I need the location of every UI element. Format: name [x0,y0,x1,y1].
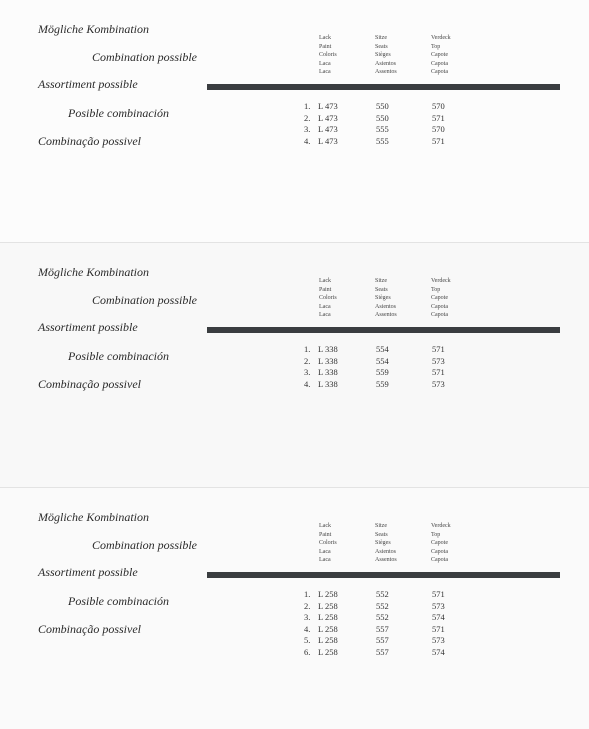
paint-column-header [319,522,337,565]
row-number: 2. [304,355,311,366]
column-header-word: Verdeck [431,278,451,284]
combination-heading: Assortiment possible [38,565,138,579]
seat-code: 557 [376,623,389,634]
top-column-header [431,277,451,320]
seat-code: 550 [376,101,389,111]
divider-bar [207,327,560,333]
top-code: 570 [432,101,445,111]
paint-code: L 473 [318,124,338,134]
column-header-word: Seats [375,43,388,50]
column-header-word: Lack [319,35,331,41]
top-code: 571 [432,367,445,377]
column-header-word: Asientos [375,548,396,555]
paint-code: L 258 [318,623,338,634]
column-header-word: Assentos [375,312,397,318]
paint-code: L 473 [318,135,338,146]
combination-heading: Mögliche Kombination [38,22,149,36]
column-header-word: Asientos [375,303,396,310]
column-header-word: Seats [375,286,388,293]
top-code: 574 [432,612,445,622]
row-number: 1. [304,589,311,599]
seat-code: 554 [376,355,389,366]
combination-heading: Combinação possivel [38,377,141,391]
paint-code: L 338 [318,355,338,366]
combination-heading: Mögliche Kombination [38,510,149,524]
column-header-word: Laca [319,548,331,555]
column-header-word: Asientos [375,60,396,67]
seat-code: 557 [376,646,389,657]
combination-panel [0,242,589,488]
column-header-word: Paint [319,531,332,538]
top-code: 570 [432,124,445,134]
column-header-word: Capote [431,295,448,301]
combination-heading: Combination possible [92,293,198,307]
top-code: 571 [432,589,445,599]
row-number: 6. [304,646,311,657]
seat-code: 552 [376,600,389,611]
top-code: 574 [432,646,445,657]
column-header-word: Assentos [375,69,397,75]
column-header-word: Laca [319,557,331,563]
column-header-word: Capota [431,557,448,563]
column-header-word: Paint [319,43,332,50]
combination-heading: Mögliche Kombination [38,265,149,279]
paint-code: L 338 [318,367,338,377]
row-number: 1. [304,101,311,111]
combination-heading: Posible combinación [68,594,169,608]
seat-code: 550 [376,112,389,123]
column-header-word: Coloris [319,295,337,301]
seats-column-header [375,34,397,77]
row-number: 4. [304,623,311,634]
column-header-word: Sièges [375,295,391,301]
paint-code: L 338 [318,344,338,354]
combination-heading: Combination possible [92,50,198,64]
column-header-word: Sitze [375,278,387,284]
top-code: 573 [432,600,445,611]
seat-code: 555 [376,135,389,146]
column-header-word: Seats [375,531,388,538]
seat-code: 554 [376,344,389,354]
column-header-word: Top [431,286,441,293]
column-header-word: Laca [319,312,331,318]
top-code: 571 [432,623,445,634]
paint-code: L 258 [318,589,338,599]
column-header-word: Paint [319,286,332,293]
combination-heading: Posible combinación [68,106,169,120]
column-header-word: Capota [431,303,448,310]
seat-code: 559 [376,378,389,389]
top-column-header [431,522,451,565]
column-header-word: Laca [319,303,331,310]
column-header-word: Capota [431,548,448,555]
row-number: 1. [304,344,311,354]
paint-code: L 258 [318,635,338,645]
row-number: 5. [304,635,311,645]
seats-column-header [375,277,397,320]
seat-code: 552 [376,612,389,622]
row-number: 3. [304,612,311,622]
top-code: 571 [432,135,445,146]
column-header-word: Capota [431,69,448,75]
row-number: 3. [304,367,311,377]
combination-heading: Combinação possivel [38,622,141,636]
seat-code: 555 [376,124,389,134]
column-header-word: Assentos [375,557,397,563]
column-header-word: Verdeck [431,523,451,529]
column-header-word: Lack [319,523,331,529]
top-code: 573 [432,355,445,366]
row-number: 2. [304,600,311,611]
top-code: 573 [432,635,445,645]
column-header-word: Coloris [319,52,337,58]
paint-column-header [319,277,337,320]
column-header-word: Top [431,531,441,538]
seats-column-header [375,522,397,565]
paint-code: L 473 [318,112,338,123]
column-header-word: Laca [319,60,331,67]
top-code: 571 [432,344,445,354]
combination-heading: Posible combinación [68,349,169,363]
column-header-word: Sitze [375,35,387,41]
column-header-word: Sièges [375,540,391,546]
row-number: 3. [304,124,311,134]
paint-code: L 258 [318,612,338,622]
column-header-word: Sitze [375,523,387,529]
combination-heading: Combination possible [92,538,198,552]
column-header-word: Laca [319,69,331,75]
top-code: 571 [432,112,445,123]
column-header-word: Coloris [319,540,337,546]
top-column-header [431,34,451,77]
seat-code: 559 [376,367,389,377]
paint-code: L 338 [318,378,338,389]
paint-code: L 258 [318,646,338,657]
column-header-word: Top [431,43,441,50]
row-number: 4. [304,135,311,146]
column-header-word: Capote [431,52,448,58]
column-header-word: Verdeck [431,35,451,41]
combination-heading: Assortiment possible [38,320,138,334]
divider-bar [207,572,560,578]
column-header-word: Sièges [375,52,391,58]
combination-heading: Assortiment possible [38,77,138,91]
combination-panel [0,487,589,729]
row-number: 2. [304,112,311,123]
column-header-word: Capote [431,540,448,546]
seat-code: 552 [376,589,389,599]
paint-code: L 473 [318,101,338,111]
paint-column-header [319,34,337,77]
row-number: 4. [304,378,311,389]
divider-bar [207,84,560,90]
combination-heading: Combinação possivel [38,134,141,148]
column-header-word: Capota [431,60,448,67]
paint-code: L 258 [318,600,338,611]
column-header-word: Lack [319,278,331,284]
column-header-word: Capota [431,312,448,318]
combination-panel [0,0,589,242]
top-code: 573 [432,378,445,389]
seat-code: 557 [376,635,389,645]
